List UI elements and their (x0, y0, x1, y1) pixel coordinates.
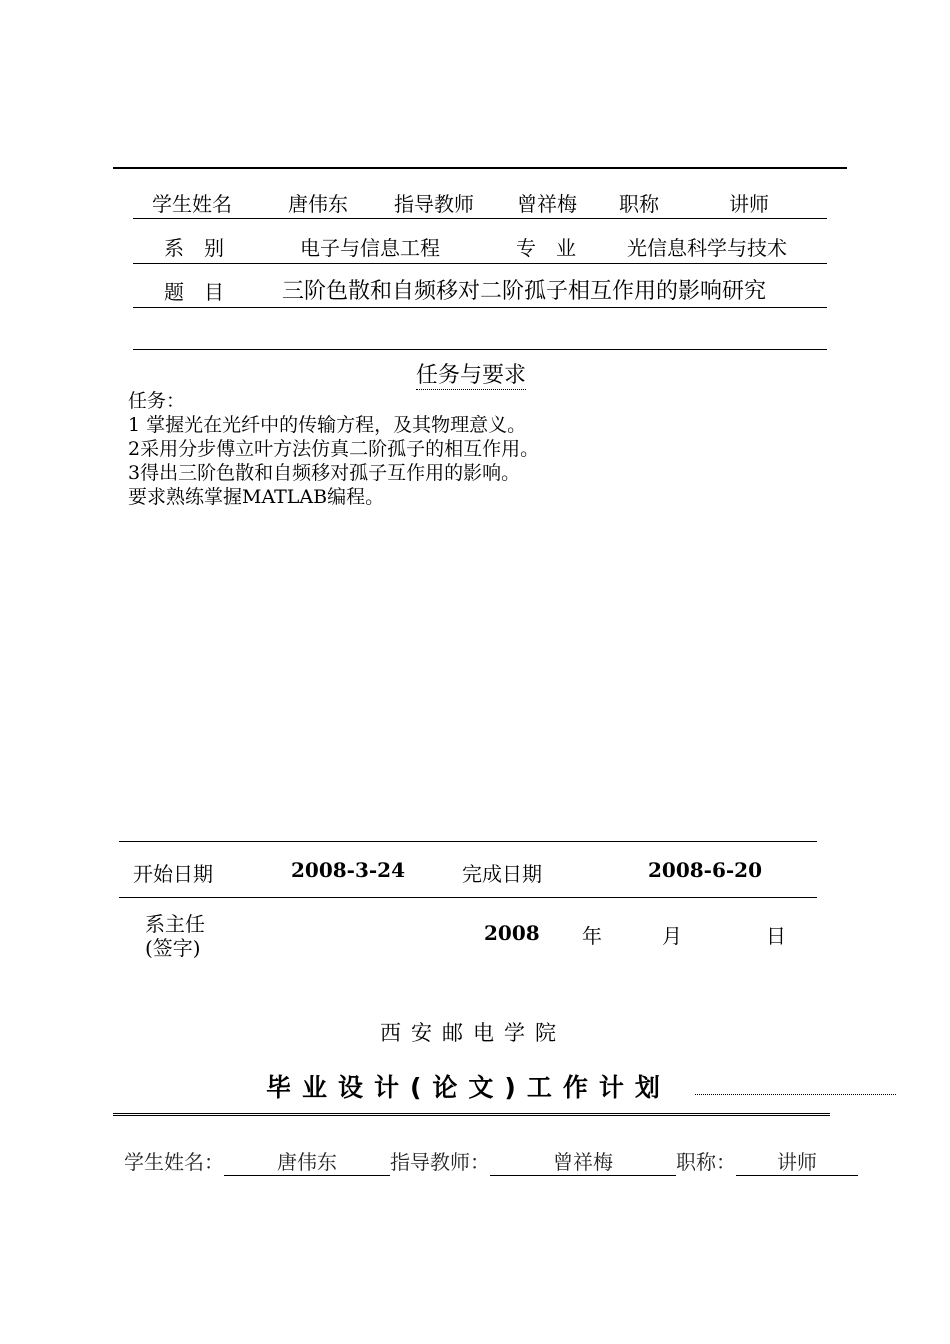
department-value: 电子与信息工程 (300, 236, 440, 260)
dates-top-border (119, 841, 817, 842)
month-unit: 月 (662, 924, 682, 948)
title-value: 讲师 (729, 192, 769, 216)
topic-label: 题 目 (164, 280, 224, 304)
title-underline (695, 1094, 896, 1095)
row-divider (133, 218, 827, 219)
row-divider (133, 307, 827, 308)
task-line: 任务： (128, 390, 186, 412)
major-value: 光信息科学与技术 (627, 236, 787, 260)
department-label: 系 别 (164, 236, 224, 260)
row-divider (133, 349, 827, 350)
title-label: 职称 (619, 192, 659, 216)
row-divider (133, 263, 827, 264)
end-date-label: 完成日期 (462, 862, 542, 886)
task-list (128, 389, 539, 509)
signature-year: 2008 (484, 921, 540, 945)
bottom-info-line (124, 1146, 858, 1176)
student-name-label: 学生姓名 (152, 192, 232, 216)
task-line: 3得出三阶色散和自频移对孤子互作用的影响。 (128, 462, 521, 484)
plan-title: 毕业设计(论文)工作计划 (266, 1073, 671, 1102)
row-divider (119, 897, 817, 898)
director-label: 系主任 (145, 912, 205, 936)
start-date-label: 开始日期 (133, 862, 213, 886)
task-line: 要求熟练掌握MATLAB编程。 (128, 486, 385, 508)
bottom-title-label: 职称： (676, 1150, 736, 1174)
bottom-title-value: 讲师 (736, 1146, 858, 1176)
top-border (113, 167, 847, 169)
advisor-value: 曾祥梅 (517, 192, 577, 216)
task-heading: 任务与要求 (416, 363, 527, 388)
year-unit: 年 (582, 924, 602, 948)
bottom-student-label: 学生姓名： (124, 1150, 224, 1174)
task-line: 1 掌握光在光纤中的传输方程，及其物理意义。 (128, 414, 527, 436)
bottom-student-value: 唐伟东 (224, 1146, 390, 1176)
school-name: 西安邮电学院 (380, 1021, 566, 1045)
day-unit: 日 (766, 924, 786, 948)
bottom-advisor-label: 指导教师： (390, 1150, 490, 1174)
topic-value: 三阶色散和自频移对二阶孤子相互作用的影响研究 (282, 279, 767, 304)
major-label: 专 业 (516, 236, 576, 260)
signature-note: (签字) (145, 936, 201, 960)
end-date-value: 2008-6-20 (648, 858, 763, 882)
advisor-label: 指导教师 (394, 192, 474, 216)
task-line: 2采用分步傅立叶方法仿真二阶孤子的相互作用。 (128, 438, 540, 460)
bottom-advisor-value: 曾祥梅 (490, 1146, 676, 1176)
double-rule (113, 1113, 830, 1118)
start-date-value: 2008-3-24 (291, 858, 406, 882)
student-name-value: 唐伟东 (288, 192, 348, 216)
